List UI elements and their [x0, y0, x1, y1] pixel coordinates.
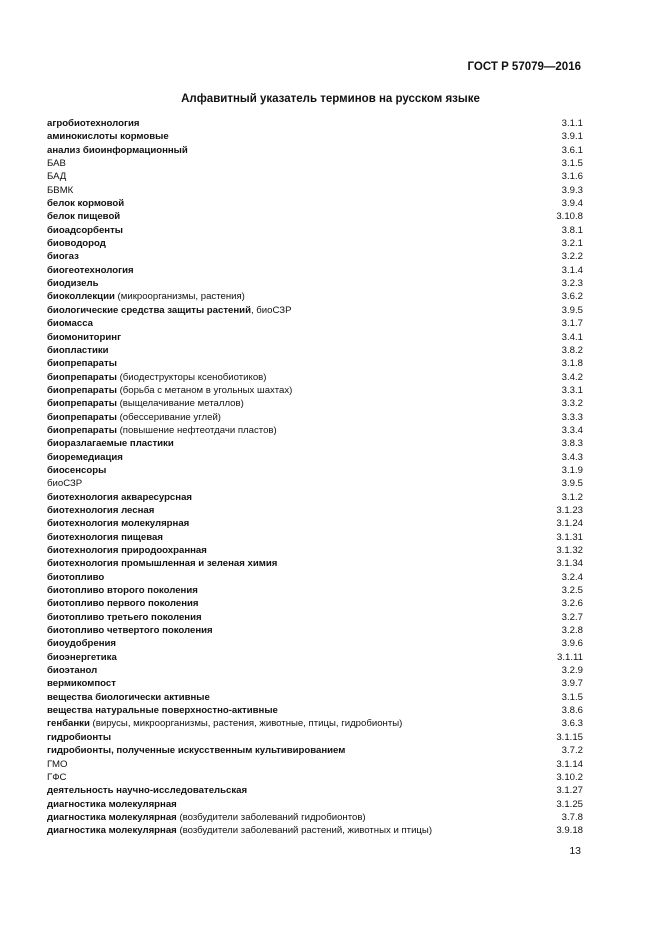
entry-term — [47, 704, 278, 717]
entry-term — [47, 451, 123, 464]
entry-reference: 3.4.2 — [561, 371, 583, 383]
index-entry — [47, 624, 583, 637]
entry-reference: 3.1.15 — [556, 731, 583, 743]
entry-term-qualifier: (биодеструкторы ксенобиотиков) — [116, 371, 267, 383]
entry-term-main: биоадсорбенты — [47, 224, 123, 236]
entry-reference: 3.8.1 — [561, 224, 583, 236]
entry-term — [47, 250, 79, 263]
entry-term — [47, 290, 245, 303]
entry-reference: 3.9.5 — [561, 478, 583, 490]
entry-reference: 3.1.5 — [561, 158, 583, 170]
index-entry — [47, 811, 583, 824]
index-entry — [47, 197, 583, 210]
entry-term — [47, 344, 109, 357]
entry-term-main: биотопливо второго поколения — [47, 585, 198, 597]
index-entry — [47, 331, 583, 344]
index-entry — [47, 704, 583, 717]
index-entry — [47, 597, 583, 610]
entry-reference: 3.1.27 — [556, 785, 583, 797]
entry-term-main: генбанки — [47, 718, 90, 730]
entry-term-main: биоводород — [47, 238, 106, 250]
index-entry — [47, 397, 583, 410]
entry-term-main: биоэтанол — [47, 665, 98, 677]
index-title: Алфавитный указатель терминов на русском языке — [181, 93, 480, 105]
index-entry — [47, 170, 583, 183]
index-entry — [47, 504, 583, 517]
entry-term-main: биоремедиация — [47, 451, 123, 463]
index-entry — [47, 824, 583, 837]
entry-term-main: биопрепараты — [47, 411, 117, 423]
index-entry — [47, 144, 583, 157]
entry-reference: 3.1.31 — [556, 531, 583, 543]
entry-term-main: биомасса — [47, 318, 93, 330]
entry-term — [47, 237, 106, 250]
entry-reference: 3.2.2 — [561, 251, 583, 263]
index-entry — [47, 464, 583, 477]
entry-term-main: вещества биологически активные — [47, 691, 210, 703]
entry-term — [47, 437, 174, 450]
entry-term-main: биопрепараты — [47, 398, 117, 410]
entry-term-main: анализ биоинформационный — [47, 144, 188, 156]
entry-reference: 3.9.7 — [561, 678, 583, 690]
entry-reference: 3.1.11 — [557, 651, 583, 663]
entry-term-main: диагностика молекулярная — [47, 811, 177, 823]
entry-term-main: биопрепараты — [47, 371, 117, 383]
entry-reference: 3.2.5 — [561, 585, 583, 597]
entry-term-main: биоудобрения — [47, 638, 117, 650]
index-entry-list — [47, 117, 583, 838]
entry-reference: 3.1.32 — [556, 545, 583, 556]
entry-term-main: биопрепараты — [47, 384, 117, 396]
page-number: 13 — [569, 845, 581, 857]
entry-reference: 3.8.2 — [561, 344, 583, 356]
entry-reference: 3.2.4 — [561, 571, 583, 583]
entry-term-main: ГМО — [47, 758, 68, 770]
entry-term — [47, 397, 244, 410]
entry-term-main: БАД — [47, 171, 67, 183]
index-entry — [47, 210, 583, 223]
entry-term-main: агробиотехнология — [47, 118, 140, 129]
entry-term-main: биотопливо четвертого поколения — [47, 625, 213, 637]
entry-reference: 3.3.2 — [561, 398, 583, 410]
entry-term-main: диагностика молекулярная — [47, 798, 177, 810]
index-entry — [47, 691, 583, 704]
entry-term — [47, 557, 277, 570]
entry-reference: 3.7.8 — [561, 811, 583, 823]
index-entry — [47, 317, 583, 330]
entry-term-main: белок пищевой — [47, 211, 121, 223]
index-entry — [47, 477, 583, 490]
index-entry — [47, 344, 583, 357]
index-entry — [47, 437, 583, 450]
index-entry — [47, 677, 583, 690]
index-entry — [47, 584, 583, 597]
entry-reference: 3.8.3 — [561, 438, 583, 450]
entry-term-main: биопрепараты — [47, 358, 117, 370]
entry-reference: 3.9.18 — [556, 825, 583, 837]
entry-reference: 3.6.2 — [561, 291, 583, 303]
entry-term-main: белок кормовой — [47, 198, 125, 210]
entry-term-main: биосенсоры — [47, 464, 107, 476]
entry-term — [47, 130, 169, 143]
index-entry — [47, 771, 583, 784]
entry-term-main: биотопливо первого поколения — [47, 598, 199, 610]
entry-term — [47, 664, 97, 677]
entry-term — [47, 277, 99, 290]
entry-term-main: вещества натуральные поверхностно-активные — [47, 705, 278, 717]
entry-reference: 3.1.8 — [561, 358, 583, 370]
entry-term-main: деятельность научно-исследовательская — [47, 785, 248, 797]
index-entry — [47, 290, 583, 303]
entry-reference: 3.3.4 — [561, 424, 583, 436]
entry-term-main: биотехнология аквaресурсная — [47, 491, 192, 503]
entry-term-main: ГФС — [47, 771, 67, 783]
entry-reference: 3.1.5 — [561, 691, 583, 703]
entry-term — [47, 517, 189, 530]
entry-reference: 3.10.8 — [556, 211, 583, 223]
entry-term-main: биогаз — [47, 251, 79, 263]
entry-term — [47, 784, 247, 797]
entry-reference: 3.9.3 — [561, 184, 583, 196]
index-entry — [47, 784, 583, 797]
entry-reference: 3.10.2 — [556, 771, 583, 783]
index-entry — [47, 557, 583, 570]
index-entry — [47, 798, 583, 811]
index-entry — [47, 637, 583, 650]
entry-term — [47, 758, 67, 771]
entry-term-main: гидробионты — [47, 731, 112, 743]
entry-term-main: аминокислоты кормовые — [47, 131, 169, 143]
entry-term-qualifier: (повышение нефтеотдачи пластов) — [116, 424, 277, 436]
entry-term-main: биотопливо третьего поколения — [47, 611, 202, 623]
entry-term-main: биотехнология молекулярная — [47, 518, 190, 530]
entry-term — [47, 304, 292, 317]
standard-designation: ГОСТ Р 57079—2016 — [467, 61, 581, 73]
entry-term-qualifier: (вирусы, микроорганизмы, растения, животные, птицы, гидробионты) — [89, 718, 403, 730]
entry-term-main: биоразлагаемые пластики — [47, 438, 174, 450]
entry-term — [47, 317, 93, 330]
entry-term — [47, 584, 198, 597]
entry-reference: 3.9.5 — [561, 304, 583, 316]
entry-term — [47, 264, 134, 277]
entry-reference: 3.3.3 — [561, 411, 583, 423]
index-entry — [47, 544, 583, 557]
entry-term — [47, 477, 82, 490]
entry-term-main: биодизель — [47, 278, 99, 290]
entry-term — [47, 624, 213, 637]
index-entry — [47, 731, 583, 744]
entry-term — [47, 210, 120, 223]
entry-term — [47, 504, 154, 517]
entry-reference: 3.1.14 — [556, 758, 583, 770]
entry-term-main: биотехнология промышленная и зеленая химия — [47, 558, 278, 570]
entry-reference: 3.9.4 — [561, 198, 583, 210]
entry-term-main: БВМК — [47, 184, 74, 196]
entry-term — [47, 411, 221, 424]
index-entry — [47, 237, 583, 250]
entry-term-main: биотехнология лесная — [47, 504, 155, 516]
entry-term-qualifier: (выщелачивание металлов) — [116, 398, 244, 410]
index-entry — [47, 517, 583, 530]
entry-term — [47, 691, 210, 704]
index-entry — [47, 304, 583, 317]
entry-term-main: биопрепараты — [47, 424, 117, 436]
index-entry — [47, 264, 583, 277]
entry-reference: 3.1.23 — [556, 504, 583, 516]
index-entry — [47, 451, 583, 464]
index-entry — [47, 571, 583, 584]
entry-reference: 3.1.4 — [561, 264, 583, 276]
entry-term — [47, 384, 292, 397]
entry-term — [47, 371, 266, 384]
entry-reference: 3.7.2 — [561, 745, 583, 757]
index-entry — [47, 117, 583, 130]
entry-term — [47, 637, 116, 650]
entry-term-qualifier: (возбудители заболеваний растений, животных и птицы) — [176, 825, 433, 837]
entry-term — [47, 717, 402, 730]
index-entry — [47, 130, 583, 143]
index-entry — [47, 384, 583, 397]
index-entry — [47, 717, 583, 730]
index-entry — [47, 157, 583, 170]
entry-term-main: биологические средства защиты растений — [47, 304, 251, 316]
index-entry — [47, 611, 583, 624]
entry-term-main: биоэнергетика — [47, 651, 117, 663]
entry-reference: 3.6.3 — [561, 718, 583, 730]
entry-term — [47, 571, 104, 584]
entry-term — [47, 544, 207, 557]
entry-reference: 3.9.1 — [561, 131, 583, 143]
entry-term-main: диагностика молекулярная — [47, 825, 177, 837]
entry-reference: 3.2.9 — [561, 665, 583, 677]
index-entry — [47, 277, 583, 290]
index-entry — [47, 411, 583, 424]
entry-term — [47, 357, 117, 370]
entry-reference: 3.3.1 — [561, 384, 583, 396]
entry-term — [47, 771, 66, 784]
entry-term-qualifier: , биоСЗР — [250, 304, 292, 316]
index-entry — [47, 371, 583, 384]
entry-term — [47, 464, 106, 477]
entry-term-main: биогеотехнология — [47, 264, 134, 276]
entry-term — [47, 651, 117, 664]
entry-reference: 3.6.1 — [561, 144, 583, 156]
entry-term-qualifier: (микроорганизмы, растения) — [114, 291, 245, 303]
entry-reference: 3.4.1 — [561, 331, 583, 343]
entry-term-main: биомониторинг — [47, 331, 122, 343]
entry-reference: 3.8.6 — [561, 705, 583, 717]
index-entry — [47, 224, 583, 237]
entry-term-main: биопластики — [47, 344, 109, 356]
entry-term — [47, 184, 73, 197]
entry-term — [47, 157, 66, 170]
entry-term — [47, 611, 202, 624]
index-entry — [47, 531, 583, 544]
entry-reference: 3.1.7 — [561, 318, 583, 330]
entry-term — [47, 597, 199, 610]
entry-term — [47, 824, 432, 837]
entry-reference: 3.2.8 — [561, 625, 583, 637]
entry-reference: 3.4.3 — [561, 451, 583, 463]
entry-reference: 3.1.25 — [556, 798, 583, 810]
index-entry — [47, 664, 583, 677]
entry-reference: 3.1.34 — [556, 558, 583, 570]
entry-reference: 3.1.9 — [561, 464, 583, 476]
entry-term-main: биоСЗР — [47, 478, 83, 490]
entry-term-main: гидробионты, полученные искусственным культивированием — [47, 745, 346, 757]
entry-term — [47, 331, 121, 344]
entry-term-main: БАВ — [47, 158, 66, 170]
entry-reference: 3.1.1 — [561, 118, 583, 129]
index-entry — [47, 250, 583, 263]
entry-term-main: биотопливо — [47, 571, 105, 583]
entry-term-main: биотехнология пищевая — [47, 531, 163, 543]
entry-term-qualifier: (обессеривание углей) — [116, 411, 222, 423]
entry-reference: 3.9.6 — [561, 638, 583, 650]
entry-reference: 3.2.6 — [561, 598, 583, 610]
entry-term-qualifier: (возбудители заболеваний гидробионтов) — [176, 811, 366, 823]
entry-reference: 3.1.6 — [561, 171, 583, 183]
entry-reference: 3.2.7 — [561, 611, 583, 623]
entry-term — [47, 491, 192, 504]
entry-term-main: вермикомпост — [47, 678, 116, 690]
index-entry — [47, 184, 583, 197]
entry-term — [47, 224, 123, 237]
entry-reference: 3.1.2 — [561, 491, 583, 503]
entry-reference: 3.2.1 — [561, 238, 583, 250]
entry-term — [47, 144, 188, 157]
entry-term — [47, 744, 345, 757]
entry-term — [47, 731, 111, 744]
entry-term-qualifier: (борьба с метаном в угольных шахтах) — [116, 384, 293, 396]
entry-term — [47, 677, 116, 690]
entry-term — [47, 197, 124, 210]
entry-reference: 3.1.24 — [556, 518, 583, 530]
entry-term — [47, 117, 139, 130]
index-entry — [47, 424, 583, 437]
entry-term — [47, 424, 277, 437]
entry-term — [47, 531, 163, 544]
entry-reference: 3.2.3 — [561, 278, 583, 290]
index-entry — [47, 651, 583, 664]
entry-term-main: биоколлекции — [47, 291, 115, 303]
index-entry — [47, 744, 583, 757]
entry-term — [47, 811, 366, 824]
index-entry — [47, 491, 583, 504]
index-entry — [47, 758, 583, 771]
entry-term-main: биотехнология природоохранная — [47, 545, 207, 556]
entry-term — [47, 798, 177, 811]
entry-term — [47, 170, 66, 183]
index-entry — [47, 357, 583, 370]
